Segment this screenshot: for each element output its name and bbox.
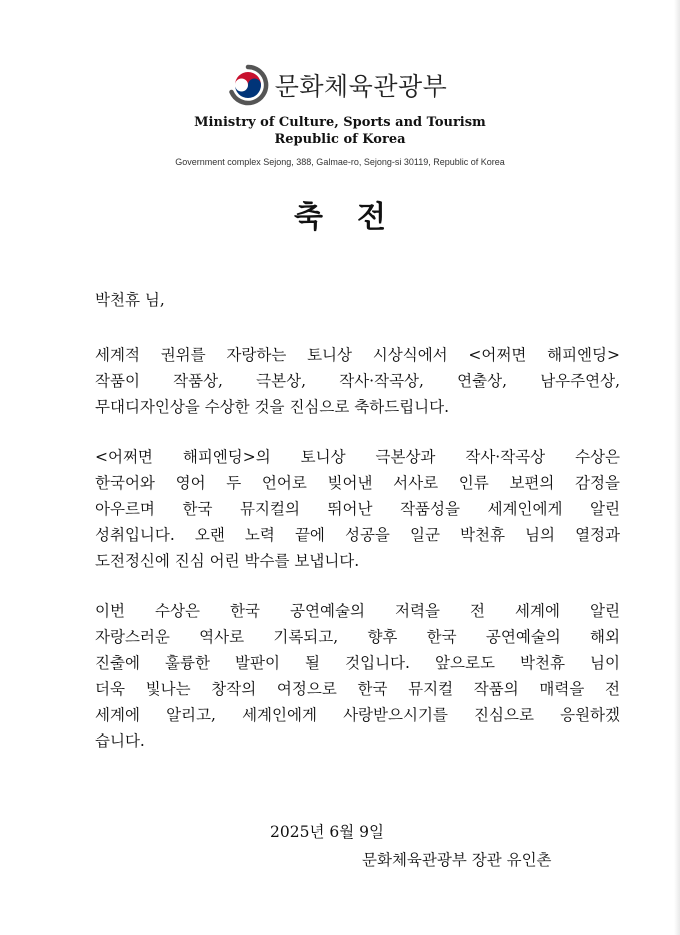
- ministry-name-english: Ministry of Culture, Sports and Tourism: [194, 115, 486, 130]
- paragraph-3: [95, 598, 620, 754]
- logo-row: [0, 64, 680, 106]
- paragraph-line: 이번 수상은 한국 공연예술의 저력을 전 세계에 알린: [95, 602, 620, 620]
- paragraph-line: 한국어와 영어 두 언어로 빚어낸 서사로 인류 보편의 감정을: [95, 474, 620, 492]
- letterhead: [0, 64, 680, 167]
- paragraph-line: 도전정신에 진심 어린 박수를 보냅니다.: [95, 552, 360, 570]
- paragraph-line: 습니다.: [95, 732, 145, 750]
- paragraph-line: 세계에 알리고, 세계인에게 사랑받으시기를 진심으로 응원하겠: [95, 706, 620, 724]
- paragraph-line: 성취입니다. 오랜 노력 끝에 성공을 일군 박천휴 님의 열정과: [95, 526, 620, 544]
- paragraph-line: 진출에 훌륭한 발판이 될 것입니다. 앞으로도 박천휴 님이: [95, 654, 620, 672]
- document-title: 축전: [294, 200, 420, 235]
- paragraph-line: 아우르며 한국 뮤지컬의 뛰어난 작품성을 세계인에게 알린: [95, 500, 620, 518]
- letter-date: 2025년 6월 9일: [270, 823, 384, 841]
- paragraph-line: 자랑스러운 역사로 기록되고, 향후 한국 공연예술의 해외: [95, 628, 620, 646]
- salutation: 박천휴 님,: [95, 291, 165, 309]
- paragraph-2: [95, 444, 620, 574]
- ministry-name-korean: 문화체육관광부: [274, 72, 448, 101]
- letter-body: [95, 287, 620, 778]
- paragraph-line: 작품이 작품상, 극본상, 작사·작곡상, 연출상, 남우주연상,: [95, 372, 620, 390]
- paragraph-line: 세계적 권위를 자랑하는 토니상 시상식에서 <어쩌면 해피엔딩>: [95, 346, 620, 364]
- republic-name-english: Republic of Korea: [274, 132, 406, 147]
- paragraph-line: <어쩌면 해피엔딩>의 토니상 극본상과 작사·작곡상 수상은: [95, 448, 620, 466]
- paragraph-line: 무대디자인상을 수상한 것을 진심으로 축하드립니다.: [95, 398, 450, 416]
- ministry-address: Government complex Sejong, 388, Galmae-ro, Sejong-si 30119, Republic of Korea: [175, 157, 505, 167]
- paragraph-1: [95, 342, 620, 420]
- taegeuk-emblem-icon: [227, 64, 269, 106]
- paragraph-line: 더욱 빛나는 창작의 여정으로 한국 뮤지컬 작품의 매력을 전: [95, 680, 620, 698]
- signature: 문화체육관광부 장관 유인촌: [362, 851, 552, 869]
